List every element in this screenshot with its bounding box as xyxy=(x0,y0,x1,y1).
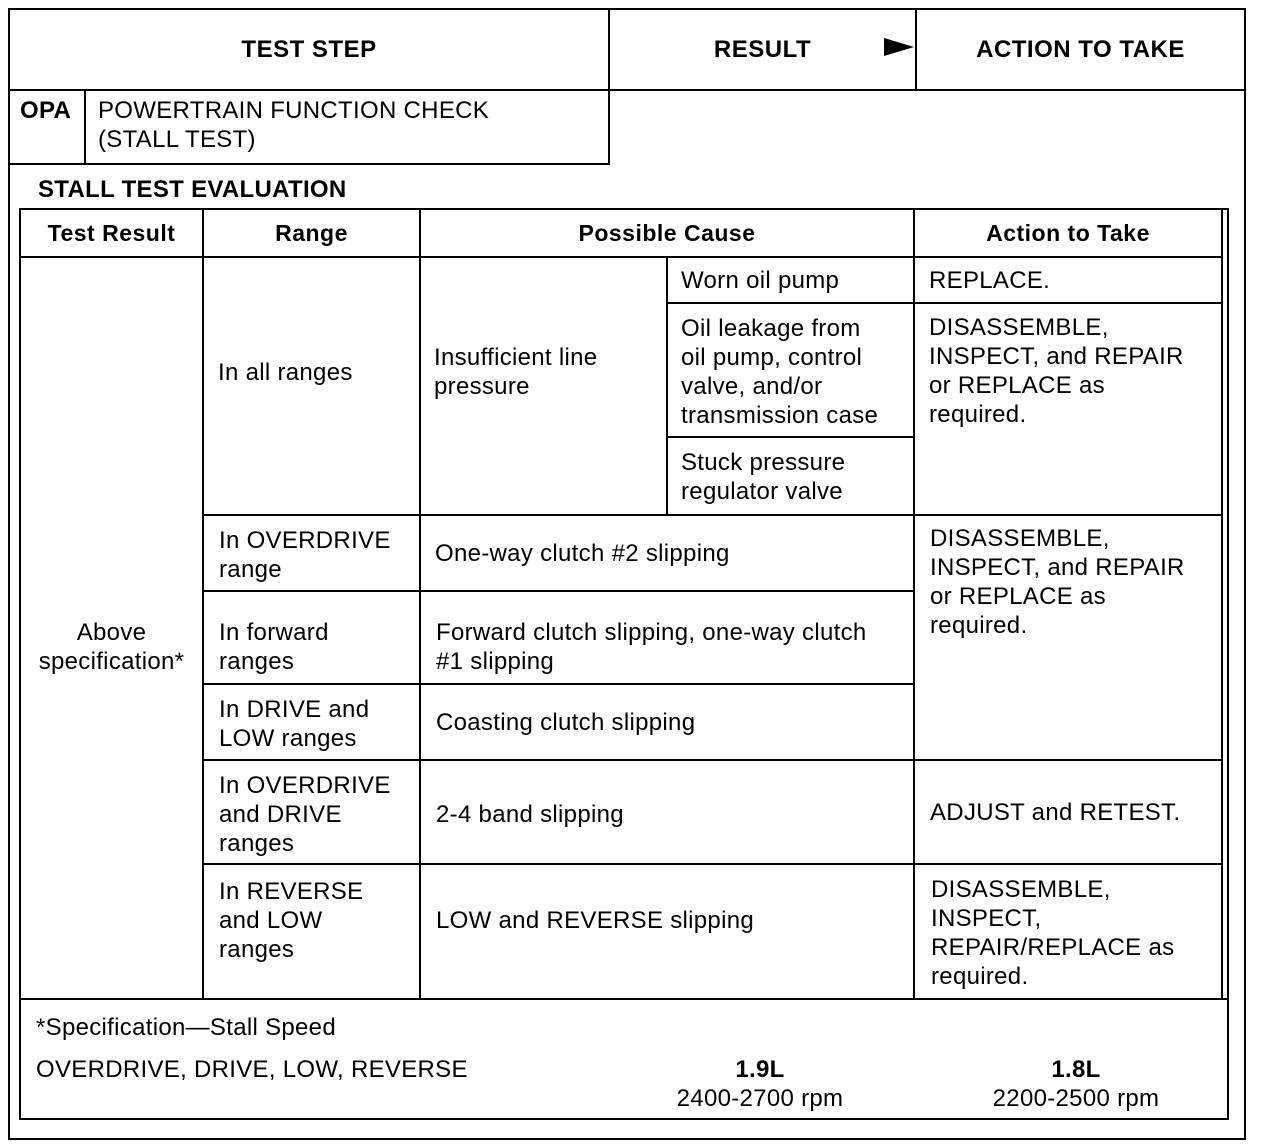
cause-stuck-line2: regulator valve xyxy=(681,478,843,505)
range-fwd-line1: In forward xyxy=(219,619,329,646)
action-dis1-line2: INSPECT, and REPAIR xyxy=(929,343,1184,370)
spec-title: *Specification—Stall Speed xyxy=(36,1014,336,1041)
action-header: ACTION TO TAKE xyxy=(976,35,1185,63)
cause-stuck-regulator xyxy=(681,448,845,506)
cause-coasting-clutch: Coasting clutch slipping xyxy=(436,709,696,736)
action-adjust-retest: ADJUST and RETEST. xyxy=(930,799,1181,826)
cause-oil-leakage xyxy=(681,314,878,430)
header-bottom-line xyxy=(8,89,1246,91)
range-od-line1: In OVERDRIVE xyxy=(219,527,391,554)
cause-insufficient-pressure xyxy=(434,343,597,401)
cause-leak-line4: transmission case xyxy=(681,402,879,429)
cause-forward-clutch xyxy=(436,618,867,676)
range-rl-line3: ranges xyxy=(219,936,295,963)
step-code-divider xyxy=(84,89,86,165)
row-line-drive-low xyxy=(202,759,1223,761)
cause-fwd-line2: #1 slipping xyxy=(436,648,555,675)
action-dis1-line4: required. xyxy=(929,401,1027,428)
range-dl-line2: LOW ranges xyxy=(219,725,357,752)
range-fwd-line2: ranges xyxy=(219,648,295,675)
col-action: Action to Take xyxy=(986,219,1150,246)
col-line-action xyxy=(913,208,915,1000)
range-all: In all ranges xyxy=(218,359,353,386)
row-line-table-end xyxy=(19,998,1229,1000)
row-line-all-ranges xyxy=(202,514,1223,516)
range-dl-line1: In DRIVE and xyxy=(219,696,370,723)
range-overdrive xyxy=(219,526,391,584)
col-possible-cause: Possible Cause xyxy=(578,219,756,246)
col-line-test-result xyxy=(202,208,204,1000)
col-range: Range xyxy=(275,219,348,246)
action-dis1-line1: DISASSEMBLE, xyxy=(929,314,1109,341)
range-odd-line2: and DRIVE xyxy=(219,801,342,828)
spec-engine-1-8l: 1.8L xyxy=(1051,1056,1101,1083)
range-reverse-low xyxy=(219,877,363,964)
range-od-line2: range xyxy=(219,556,282,583)
action-replace: REPLACE. xyxy=(929,267,1051,294)
col-line-range xyxy=(419,208,421,1000)
cause-leak-line1: Oil leakage from xyxy=(681,315,861,342)
row-line-od-drive xyxy=(202,863,1223,865)
spec-rpm-1-8l: 2200-2500 rpm xyxy=(992,1085,1160,1112)
action-disassemble-3 xyxy=(931,875,1174,991)
cause-one-way-clutch-2: One-way clutch #2 slipping xyxy=(435,540,730,567)
cause-insufficient-line2: pressure xyxy=(434,373,530,400)
section-title: STALL TEST EVALUATION xyxy=(38,176,347,203)
col-header-bottom xyxy=(19,256,1223,258)
col-test-result: Test Result xyxy=(47,219,176,246)
spec-ranges: OVERDRIVE, DRIVE, LOW, REVERSE xyxy=(36,1056,468,1083)
step-title-line1: POWERTRAIN FUNCTION CHECK xyxy=(98,97,490,124)
cause-worn-pump: Worn oil pump xyxy=(681,267,840,294)
row-line-worn-pump xyxy=(666,302,1223,304)
action-dis3-line3: REPAIR/REPLACE as xyxy=(931,934,1175,961)
range-rl-line1: In REVERSE xyxy=(219,878,364,905)
range-od-drive xyxy=(219,771,391,858)
range-forward xyxy=(219,618,329,676)
test-step-header: TEST STEP xyxy=(241,35,377,63)
col-line-right-inner xyxy=(1221,208,1223,1000)
action-disassemble-1 xyxy=(929,313,1184,429)
spec-rpm-1-9l: 2400-2700 rpm xyxy=(676,1085,844,1112)
spec-engine-1-9l: 1.9L xyxy=(735,1056,785,1083)
cause-low-reverse: LOW and REVERSE slipping xyxy=(436,907,755,934)
range-drive-low xyxy=(219,695,369,753)
test-result-above xyxy=(21,618,202,676)
step-box-right xyxy=(608,89,610,165)
action-dis1-line3: or REPLACE as xyxy=(929,372,1105,399)
action-dis2-line2: INSPECT, and REPAIR xyxy=(930,554,1185,581)
action-dis2-line1: DISASSEMBLE, xyxy=(930,525,1110,552)
cause-leak-line2: oil pump, control xyxy=(681,344,863,371)
arrow-right-icon xyxy=(884,38,914,56)
test-result-line1: Above xyxy=(76,619,147,646)
step-box-bottom xyxy=(8,163,610,165)
range-odd-line3: ranges xyxy=(219,830,295,857)
action-dis2-line4: required. xyxy=(930,612,1028,639)
row-line-overdrive xyxy=(202,590,915,592)
action-dis3-line4: required. xyxy=(931,963,1029,990)
row-line-forward xyxy=(202,683,915,685)
cause-leak-line3: valve, and/or xyxy=(681,373,823,400)
row-line-leakage xyxy=(666,436,915,438)
action-dis2-line3: or REPLACE as xyxy=(930,583,1106,610)
spec-1-9l xyxy=(640,1055,880,1113)
action-dis3-line2: INSPECT, xyxy=(931,905,1042,932)
cause-fwd-line1: Forward clutch slipping, one-way clutch xyxy=(436,619,867,646)
cause-stuck-line1: Stuck pressure xyxy=(681,449,846,476)
range-odd-line1: In OVERDRIVE xyxy=(219,772,391,799)
action-disassemble-2 xyxy=(930,524,1185,640)
spec-1-8l xyxy=(956,1055,1196,1113)
cause-insufficient-line1: Insufficient line xyxy=(434,344,598,371)
step-code: OPA xyxy=(20,97,72,124)
cause-2-4-band: 2-4 band slipping xyxy=(436,801,624,828)
action-dis3-line1: DISASSEMBLE, xyxy=(931,876,1111,903)
col-line-cause-sub xyxy=(666,256,668,516)
range-rl-line2: and LOW xyxy=(219,907,323,934)
step-title-line2: (STALL TEST) xyxy=(98,126,256,153)
result-header: RESULT xyxy=(713,35,812,63)
test-result-line2: specification* xyxy=(38,648,185,675)
